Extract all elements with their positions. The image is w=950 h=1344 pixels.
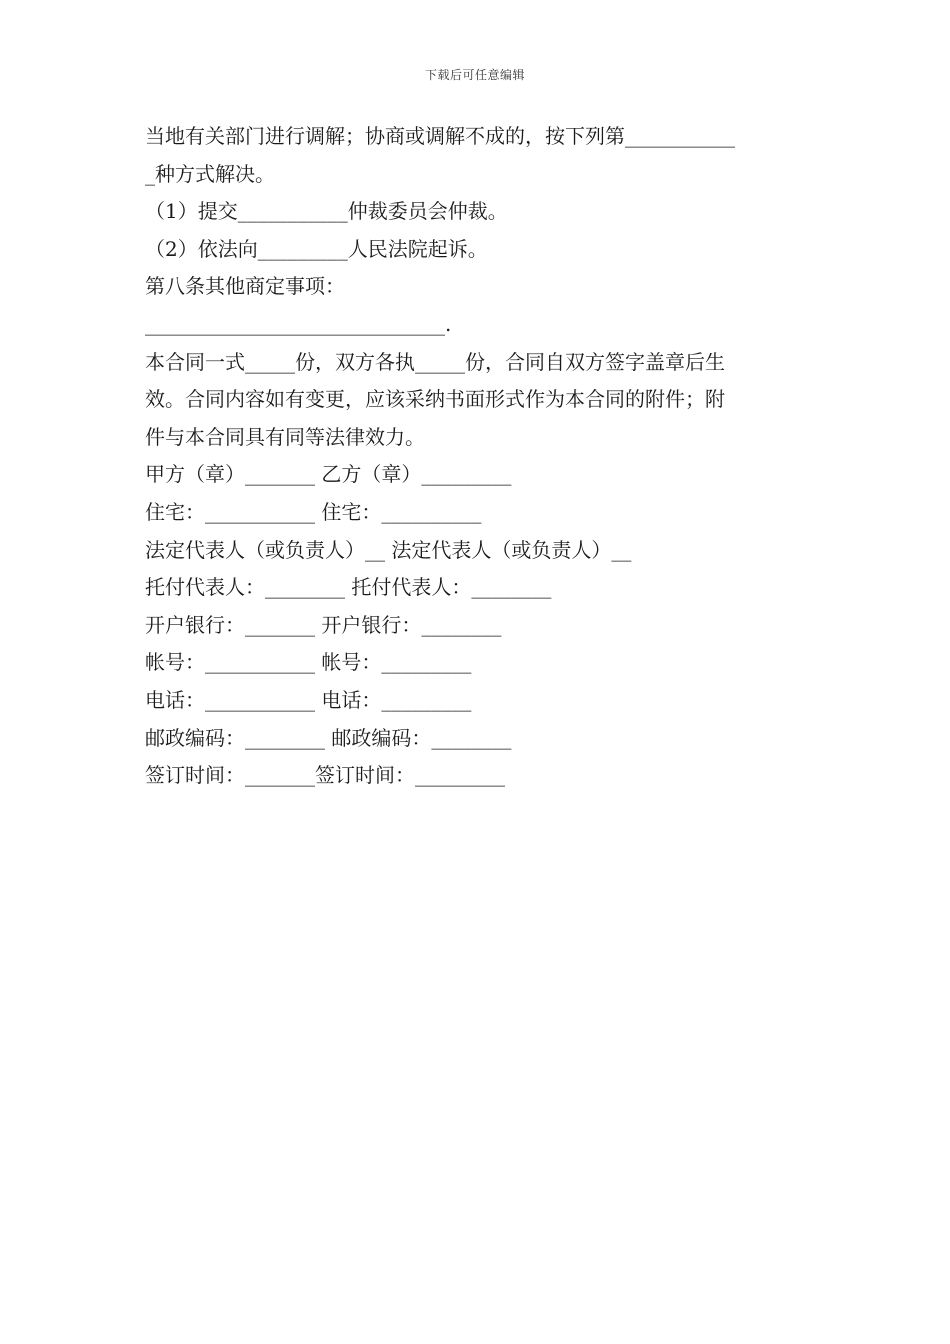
article-8-section (145, 268, 815, 343)
article-8-title: 第八条其他商定事项： (145, 274, 345, 299)
address-line: 住宅：___________ 住宅：__________ (145, 499, 482, 524)
legal-representative-line: 法定代表人（或负责人）__ 法定代表人（或负责人）__ (145, 537, 632, 562)
dispute-resolution-section (145, 118, 815, 268)
signing-date-line: 签订时间：_______签订时间：_________ (145, 763, 505, 788)
document-body (145, 118, 815, 795)
effectiveness-section (145, 344, 815, 457)
authorized-representative-line: 托付代表人：________ 托付代表人：________ (145, 575, 552, 600)
page-header: 下载后可任意编辑 (424, 68, 525, 82)
effectiveness-line-3: 件与本合同具有同等法律效力。 (145, 424, 425, 449)
postal-code-line: 邮政编码：________ 邮政编码：________ (145, 725, 512, 750)
dispute-line-1: 当地有关部门进行调解；协商或调解不成的，按下列第___________ (145, 124, 735, 148)
dispute-line-2: _种方式解决。 (145, 161, 275, 186)
article-8-blank: ______________________________. (145, 311, 452, 336)
party-seal-line: 甲方（章）_______ 乙方（章）_________ (145, 462, 512, 487)
signature-block (145, 456, 815, 794)
effectiveness-line-2: 效。合同内容如有变更，应该采纳书面形式作为本合同的附件；附 (145, 387, 725, 412)
bank-line: 开户银行：_______ 开户银行：________ (145, 612, 502, 637)
account-number-line: 帐号：___________ 帐号：_________ (145, 650, 472, 675)
litigation-option: （2）依法向_________人民法院起诉。 (145, 236, 488, 261)
arbitration-option: （1）提交___________仲裁委员会仲裁。 (145, 199, 508, 224)
effectiveness-line-1: 本合同一式_____份，双方各执_____份，合同自双方签字盖章后生 (145, 349, 725, 374)
phone-line: 电话：___________ 电话：_________ (145, 687, 472, 712)
